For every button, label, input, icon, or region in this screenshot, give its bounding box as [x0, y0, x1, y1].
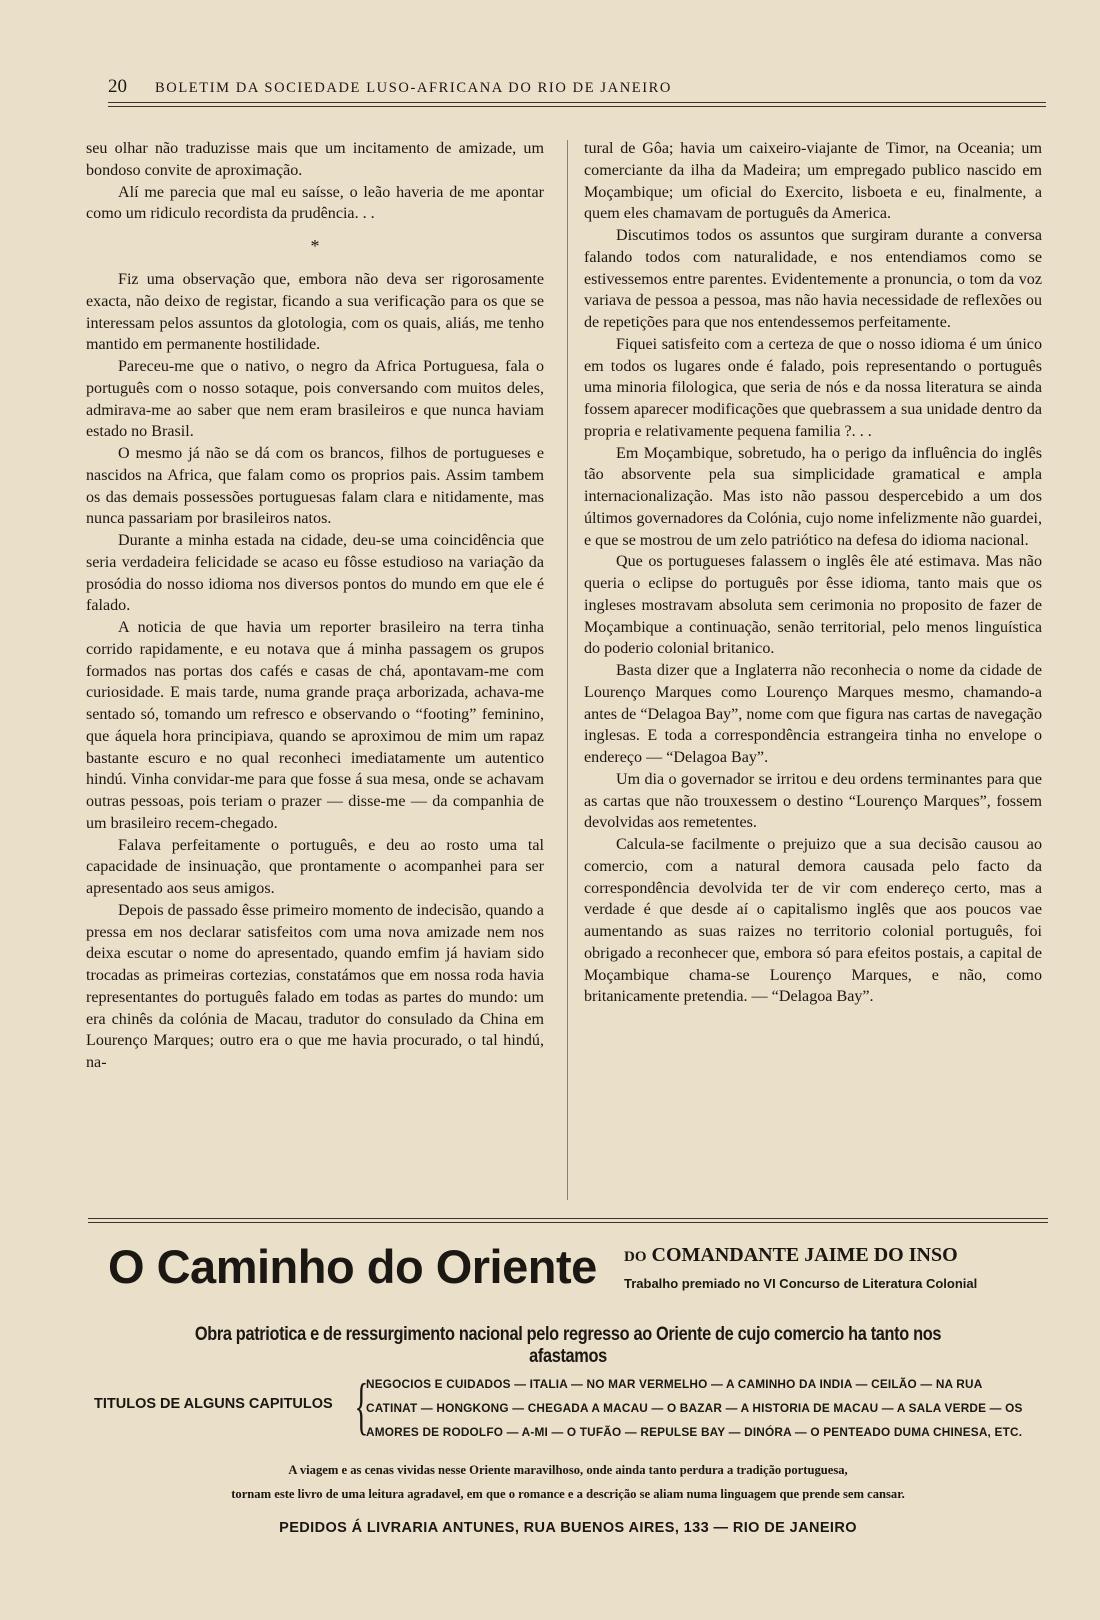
- paragraph: Falava perfeitamente o português, e deu ao rosto uma tal capacidade de insinuação, que prontamente o acompanhei para ser apresentado aos seus amigos.: [86, 836, 544, 897]
- article-right-column: [584, 138, 1042, 1008]
- advert-blurb: [88, 1458, 1048, 1506]
- chapters-label: TITULOS DE ALGUNS CAPITULOS: [94, 1396, 333, 1412]
- paragraph: Durante a minha estada na cidade, deu-se uma coincidência que seria verdadeira felicidade se acaso eu fôsse estudioso na variação da prosódia do nosso idioma nos diversos pontos do mundo em que ele é falado.: [86, 532, 544, 615]
- running-head: [108, 76, 1028, 98]
- blurb-line: A viagem e as cenas vividas nesse Oriente maravilhoso, onde ainda tanto perdura a tradição portuguesa,: [288, 1463, 848, 1477]
- section-break: *: [310, 236, 320, 256]
- page-number: 20: [108, 76, 127, 97]
- paragraph: Em Moçambique, sobretudo, ha o perigo da influência do inglês tão absorvente pela sua simplicidade gramatical e ampla internacionalização. Mas isto não passou despercebido a um dos últimos governadores da Colónia, cujo nome infelizmente não guardei, e que se mostrou de um zelo patriótico na defesa do idioma nacional.: [584, 444, 1042, 549]
- advert-rule: [88, 1218, 1048, 1219]
- advert-author: [624, 1244, 958, 1267]
- advert-rule-inner: [88, 1222, 1048, 1223]
- book-advert: [88, 1238, 1048, 1536]
- advert-book-title: O Caminho do Oriente: [108, 1240, 597, 1293]
- column-divider: [567, 140, 568, 1200]
- header-rule-inner: [108, 106, 1046, 107]
- paragraph: Calcula-se facilmente o prejuizo que a sua decisão causou ao comercio, com a natural demora causada pelo facto da correspondência devolvida ter de vir com endereço certo, mas a verdade é que desde aí o capitalismo inglês que aos poucos vae aumentando as suas raizes no territorio colonial português, foi obrigado a reconhecer que, embora só para efeitos postais, a capital de Moçambique chama-se Lourenço Marques, e não, como britanicamente pretendia. — “Delagoa Bay”.: [584, 836, 1042, 1006]
- chapters-line: CATINAT — HONGKONG — CHEGADA A MACAU — O BAZAR — A HISTORIA DE MACAU — A SALA VERDE — OS: [366, 1401, 1023, 1415]
- advert-subtitle: Obra patriotica e de ressurgimento nacional pelo regresso ao Oriente de cujo comercio ha tanto nos afastamos: [194, 1324, 942, 1367]
- advert-header: [88, 1238, 1048, 1318]
- paragraph: Basta dizer que a Inglaterra não reconhecia o nome da cidade de Lourenço Marques como Lourenço Marques mesmo, chamando-a antes de “Delagoa Bay”, nome com que figura nas cartas de navegação inglesas. E toda a correspondência estrangeira tinha no envelope o endereço — “Delagoa Bay”.: [584, 662, 1042, 766]
- article-left-column: [86, 138, 544, 1074]
- advert-author-prefix: DO: [624, 1249, 647, 1265]
- paragraph: A noticia de que havia um reporter brasileiro na terra tinha corrido rapidamente, e eu notava que á minha passagem os grupos formados nas portas dos cafés e casas de chá, apontavam-me com curiosidade. E mais tarde, numa grande praça arborizada, achava-me sentado só, tomando um refresco e observando o “footing” feminino, que áquela hora principiava, quando se aproximou de mim um rapaz bastante escuro e no qual reconheci imediatamente um autentico hindú. Vinha convidar-me para que fosse á sua mesa, onde se achavam outras pessoas, pois teriam o prazer — disse-me — da companhia de um brasileiro recem-chegado.: [86, 619, 544, 832]
- chapters-list: [366, 1372, 1046, 1444]
- advert-author-name: COMANDANTE JAIME DO INSO: [651, 1244, 958, 1266]
- advert-chapters: [94, 1372, 1046, 1444]
- paragraph: Um dia o governador se irritou e deu ordens terminantes para que as cartas que não trouxessem o destino “Lourenço Marques”, fossem devolvidas aos remetentes.: [584, 770, 1042, 832]
- paragraph: tural de Gôa; havia um caixeiro-viajante de Timor, na Oceania; um comerciante da ilha da Madeira; um empregado publico nascido em Moçambique; um oficial do Exercito, lisboeta e eu, finalmente, a quem eles chamavam de português da America.: [584, 140, 1042, 223]
- header-rule: [108, 102, 1046, 103]
- paragraph: Depois de passado êsse primeiro momento de indecisão, quando a pressa em nos declarar satisfeitos com uma nova amizade nem nos deixa escutar o nome do apresentado, quando emfim já haviam sido trocadas as primeiras cortezias, constatámos que em nossa roda havia representantes do português falado em todas as partes do mundo: um era chinês da colónia de Macau, tradutor do consulado da China em Lourenço Marques; outro era o que me havia procurado, o tal hindú, na-: [86, 901, 544, 1071]
- advert-award: Trabalho premiado no VI Concurso de Literatura Colonial: [624, 1276, 978, 1291]
- journal-title: BOLETIM DA SOCIEDADE LUSO-AFRICANA DO RIO DE JANEIRO: [155, 80, 672, 96]
- paragraph: Fiz uma observação que, embora não deva ser rigorosamente exacta, não deixo de registar, ficando a sua verificação para os que se interessam pelos assuntos da glotologia, com os quais, aliás, me tenho mantido em permanente hostilidade.: [86, 271, 544, 354]
- paragraph: Pareceu-me que o nativo, o negro da Africa Portuguesa, fala o português com o nosso sotaque, pois conversando com muitos deles, admirava-me ao saber que nem eram brasileiros e que nunca haviam estado no Brasil.: [86, 358, 544, 441]
- chapters-line: NEGOCIOS E CUIDADOS — ITALIA — NO MAR VERMELHO — A CAMINHO DA INDIA — CEILÃO — NA RUA: [366, 1377, 983, 1391]
- blurb-line: tornam este livro de uma leitura agradavel, em que o romance e a descrição se aliam numa linguagem que prende sem cansar.: [231, 1487, 905, 1501]
- paragraph: O mesmo já não se dá com os brancos, filhos de portugueses e nascidos na Africa, que falam como os proprios pais. Assim tambem os das demais possessões portuguesas falam clara e nitidamente, mas nunca passariam por brasileiros natos.: [86, 445, 544, 528]
- paragraph: Fiquei satisfeito com a certeza de que o nosso idioma é um único em todos os lugares onde é falado, pois representando o português uma minoria filologica, que seria de nós e da nossa literatura se ainda fossem aparecer modificações que quebrassem a sua unidade dentro da propria e relativamente pequena familia ?. . .: [584, 335, 1042, 440]
- paragraph: Que os portugueses falassem o inglês êle até estimava. Mas não queria o eclipse do português por êsse idioma, tanto mais que os ingleses mostravam absoluta sem cerimonia no proposito de fazer de Moçambique a continuação, senão territorial, pelo menos linguística do poderio colonial britanico.: [584, 553, 1042, 658]
- paragraph: Alí me parecia que mal eu saísse, o leão haveria de me apontar como um ridiculo recordista da prudência. . .: [86, 183, 544, 223]
- brace-glyph: {: [354, 1370, 369, 1441]
- chapters-line: AMORES DE RODOLFO — A-MI — O TUFÃO — REPULSE BAY — DINÓRA — O PENTEADO DUMA CHINESA, ETC.: [366, 1425, 1023, 1439]
- paragraph: Discutimos todos os assuntos que surgiram durante a conversa falando todos com naturalidade, e nos entendiamos como se estivessemos entre parentes. Evidentemente a pronuncia, o tom da voz variava de pessoa a pessoa, mas não havia necessidade de reflexões ou de repetições para que nos entendessemos perfeitamente.: [584, 227, 1042, 331]
- paragraph: seu olhar não traduzisse mais que um incitamento de amizade, um bondoso convite de aproximação.: [86, 140, 544, 179]
- advert-orders: PEDIDOS Á LIVRARIA ANTUNES, RUA BUENOS AIRES, 133 — RIO DE JANEIRO: [279, 1520, 857, 1536]
